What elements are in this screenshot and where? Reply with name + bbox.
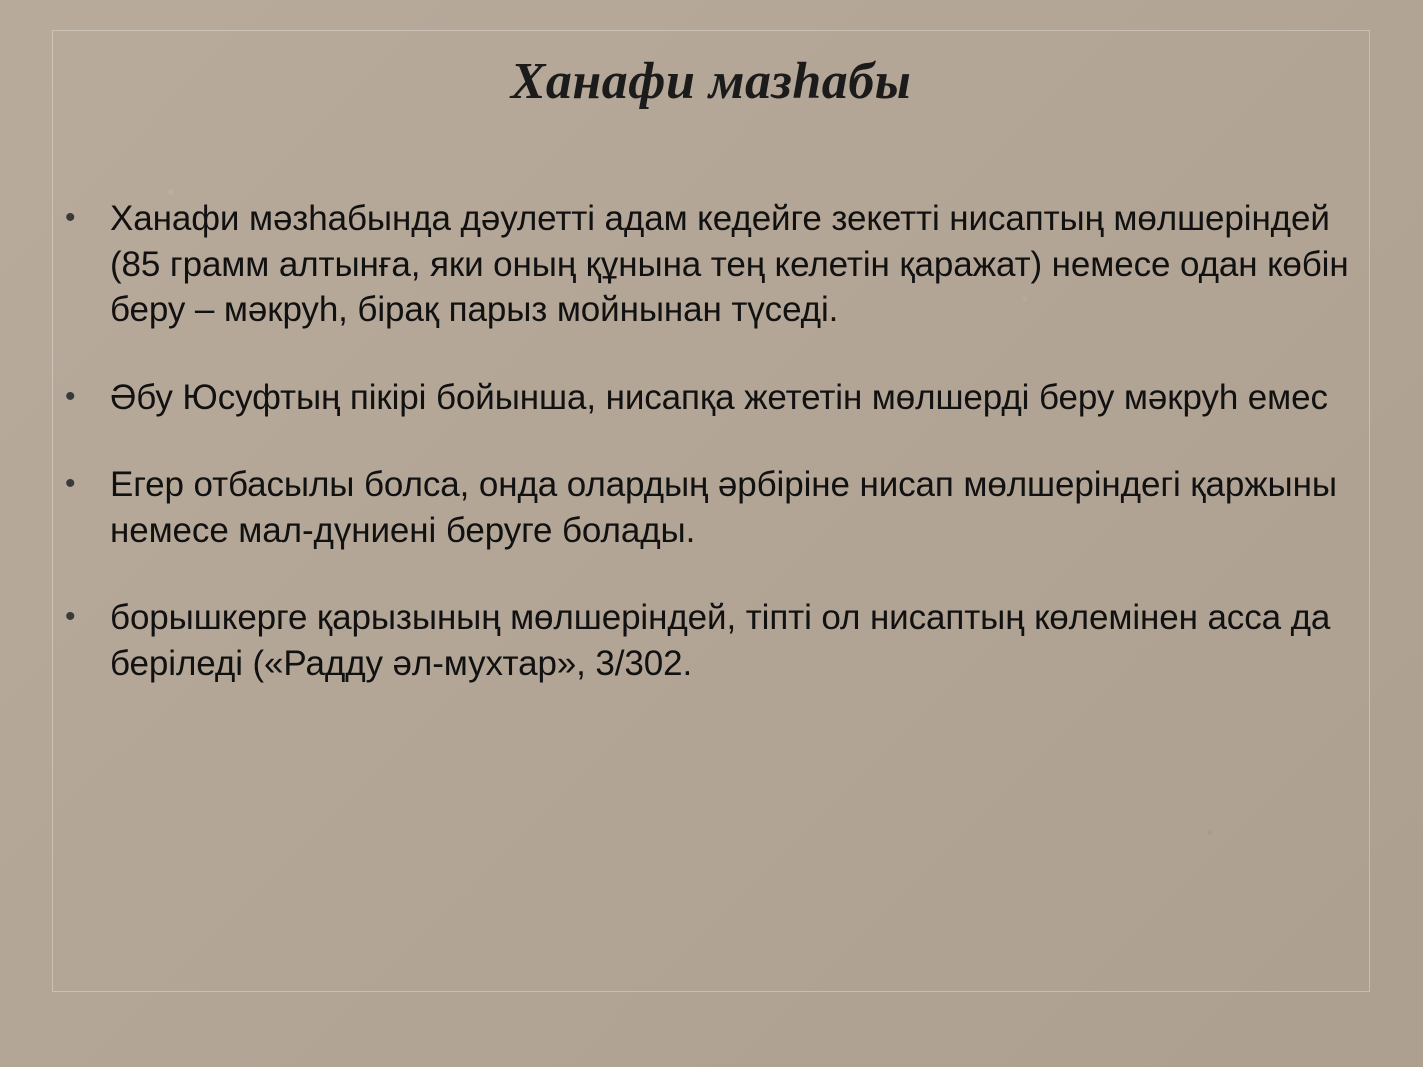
list-item <box>52 375 1352 421</box>
list-item-text: Әбу Юсуфтың пікірі бойынша, нисапқа жететін мөлшерді беру мәкруһ емес <box>110 377 1328 417</box>
bullet-icon: • <box>65 201 76 234</box>
list-item <box>52 595 1352 686</box>
page-title: Ханафи мазһабы <box>510 53 912 110</box>
list-item-text: Егер отбасылы болса, онда олардың әрбіріне нисап мөлшеріндегі қаржыны немесе мал-дүниені беруге болады. <box>110 465 1337 550</box>
bullet-icon: • <box>65 600 76 633</box>
list-item <box>52 462 1352 553</box>
list-item-text: Ханафи мәзһабында дәулетті адам кедейге зекетті нисаптың мөлшеріндей (85 грамм алтынға, яки оның құнына тең келетін қаражат) немесе одан көбін беру – мәкруһ, бірақ парыз мойнынан түседі. <box>110 199 1349 329</box>
list-item <box>52 196 1352 333</box>
list-item-text: борышкерге қарызының мөлшеріндей, тіпті ол нисаптың көлемінен асса да беріледі («Радду әл-мухтар», 3/302. <box>110 598 1331 683</box>
bullet-list <box>52 196 1352 686</box>
bullet-icon: • <box>65 379 76 413</box>
bullet-icon: • <box>65 467 76 500</box>
